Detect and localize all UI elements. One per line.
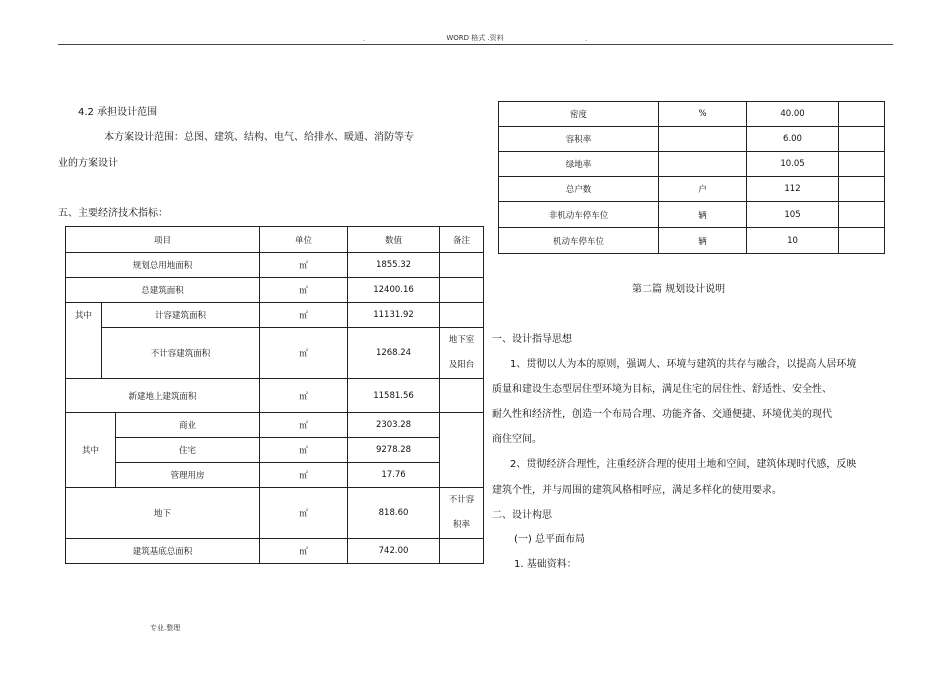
- row-item: 规划总用地面积: [66, 253, 260, 278]
- layout-subtitle: (一) 总平面布局: [514, 534, 585, 545]
- table-row: [499, 102, 885, 127]
- row-note: [839, 127, 885, 152]
- row-unit: 辆: [659, 202, 747, 228]
- row-unit: 辆: [659, 228, 747, 254]
- table-row: [66, 463, 484, 488]
- row-value: 818.60: [348, 488, 440, 539]
- table-row: [66, 253, 484, 278]
- header-unit: 单位: [260, 227, 348, 253]
- row-value: 10: [747, 228, 839, 254]
- row-value: 742.00: [348, 539, 440, 564]
- row-note: [440, 488, 484, 539]
- row-item: 新建地上建筑面积: [66, 379, 260, 413]
- guiding-p1-line-2: 质量和建设生态型居住型环境为目标，满足住宅的居住性、舒适性、安全性、: [492, 384, 832, 395]
- row-note: [839, 152, 885, 177]
- table-row: [499, 228, 885, 254]
- row-note: [440, 413, 484, 488]
- note-line: 积率: [453, 520, 471, 530]
- row-value: 112: [747, 177, 839, 202]
- table-row: [66, 488, 484, 539]
- header-value: 数值: [348, 227, 440, 253]
- row-unit: ㎡: [260, 488, 348, 539]
- guiding-p1-line-1: 1、贯彻以人为本的原则，强调人、环境与建筑的共存与融合，以提高人居环境: [510, 359, 857, 370]
- table-row: [66, 278, 484, 303]
- note-line: 地下室: [448, 335, 475, 345]
- row-value: 17.76: [348, 463, 440, 488]
- page-header: [0, 33, 950, 43]
- guiding-p1-line-3: 耐久性和经济性，创造一个布局合理、功能齐备、交通便捷、环境优美的现代: [492, 409, 832, 420]
- page-footer: 专业.整理: [150, 624, 181, 632]
- row-item: 建筑基底总面积: [66, 539, 260, 564]
- row-note: [440, 253, 484, 278]
- basic-info: 1. 基础资料：: [514, 559, 577, 570]
- row-item: 地下: [66, 488, 260, 539]
- row-value: 2303.28: [348, 413, 440, 438]
- chapter-title: 第二篇 规划设计说明: [632, 284, 726, 295]
- row-item: 管理用房: [116, 463, 260, 488]
- scope-line-2: 业的方案设计: [58, 158, 118, 169]
- table-row: [66, 413, 484, 438]
- row-unit: [659, 152, 747, 177]
- row-value: 9278.28: [348, 438, 440, 463]
- row-unit: ㎡: [260, 303, 348, 328]
- row-note: [839, 228, 885, 254]
- table-row: [66, 303, 484, 328]
- row-item: 密度: [499, 102, 659, 127]
- guiding-p2-line-1: 2、贯彻经济合理性，注重经济合理的使用土地和空间，建筑体现时代感，反映: [510, 459, 857, 470]
- row-value: 11581.56: [348, 379, 440, 413]
- row-note: [440, 303, 484, 328]
- row-item: 商业: [116, 413, 260, 438]
- table-header-row: [66, 227, 484, 253]
- table-row: [66, 379, 484, 413]
- note-line: 及阳台: [448, 360, 475, 370]
- row-value: 40.00: [747, 102, 839, 127]
- table-row: [499, 177, 885, 202]
- row-item: 非机动车停车位: [499, 202, 659, 228]
- row-unit: ㎡: [260, 379, 348, 413]
- row-value: 10.05: [747, 152, 839, 177]
- row-item: 住宅: [116, 438, 260, 463]
- indicators-title: 五、主要经济技术指标：: [58, 208, 168, 219]
- row-unit: ㎡: [260, 328, 348, 379]
- table-row: [66, 539, 484, 564]
- economic-indicators-table: [65, 226, 484, 564]
- guiding-p1-line-4: 商住空间。: [492, 434, 542, 445]
- row-unit: ㎡: [260, 278, 348, 303]
- row-value: 105: [747, 202, 839, 228]
- row-item: 容积率: [499, 127, 659, 152]
- row-value: 1855.32: [348, 253, 440, 278]
- row-note: [440, 278, 484, 303]
- row-unit: ㎡: [260, 539, 348, 564]
- row-item: 计容建筑面积: [102, 303, 260, 328]
- header-dot-left: .: [363, 35, 366, 43]
- guiding-p2-line-2: 建筑个性，并与周围的建筑风格相呼应，满足多样化的使用要求。: [492, 485, 782, 496]
- row-item: 机动车停车位: [499, 228, 659, 254]
- row-note: [839, 102, 885, 127]
- header-dot-right: .: [585, 35, 588, 43]
- row-item: 总户数: [499, 177, 659, 202]
- row-value: 1268.24: [348, 328, 440, 379]
- header-rule: [58, 44, 893, 45]
- row-unit: ㎡: [260, 463, 348, 488]
- row-item: 不计容建筑面积: [102, 328, 260, 379]
- concept-title: 二、设计构思: [492, 510, 552, 521]
- indicators-continued-table: [498, 101, 885, 254]
- row-note: [839, 202, 885, 228]
- row-unit: ㎡: [260, 438, 348, 463]
- group-label: 其中: [66, 303, 102, 379]
- row-unit: 户: [659, 177, 747, 202]
- table-row: [66, 328, 484, 379]
- row-unit: [659, 127, 747, 152]
- note-line: 不计容: [448, 495, 475, 505]
- header-note: 备注: [440, 227, 484, 253]
- table-row: [499, 127, 885, 152]
- header-text: WORD 格式 .资料: [446, 34, 504, 42]
- row-unit: ㎡: [260, 253, 348, 278]
- row-value: 6.00: [747, 127, 839, 152]
- row-note: [440, 328, 484, 379]
- row-item: 总建筑面积: [66, 278, 260, 303]
- table-row: [66, 438, 484, 463]
- table-row: [499, 202, 885, 228]
- row-note: [839, 177, 885, 202]
- row-item: 绿地率: [499, 152, 659, 177]
- scope-line-1: 本方案设计范围：总图、建筑、结构、电气、给排水、暖通、消防等专: [104, 132, 414, 143]
- row-value: 11131.92: [348, 303, 440, 328]
- row-note: [440, 539, 484, 564]
- table-row: [499, 152, 885, 177]
- row-note: [440, 379, 484, 413]
- row-value: 12400.16: [348, 278, 440, 303]
- section-title-4-2: 4.2 承担设计范围: [78, 107, 158, 118]
- header-item: 项目: [66, 227, 260, 253]
- guiding-title: 一、设计指导思想: [492, 334, 572, 345]
- row-unit: ㎡: [260, 413, 348, 438]
- group-label: 其中: [66, 413, 116, 488]
- row-unit: %: [659, 102, 747, 127]
